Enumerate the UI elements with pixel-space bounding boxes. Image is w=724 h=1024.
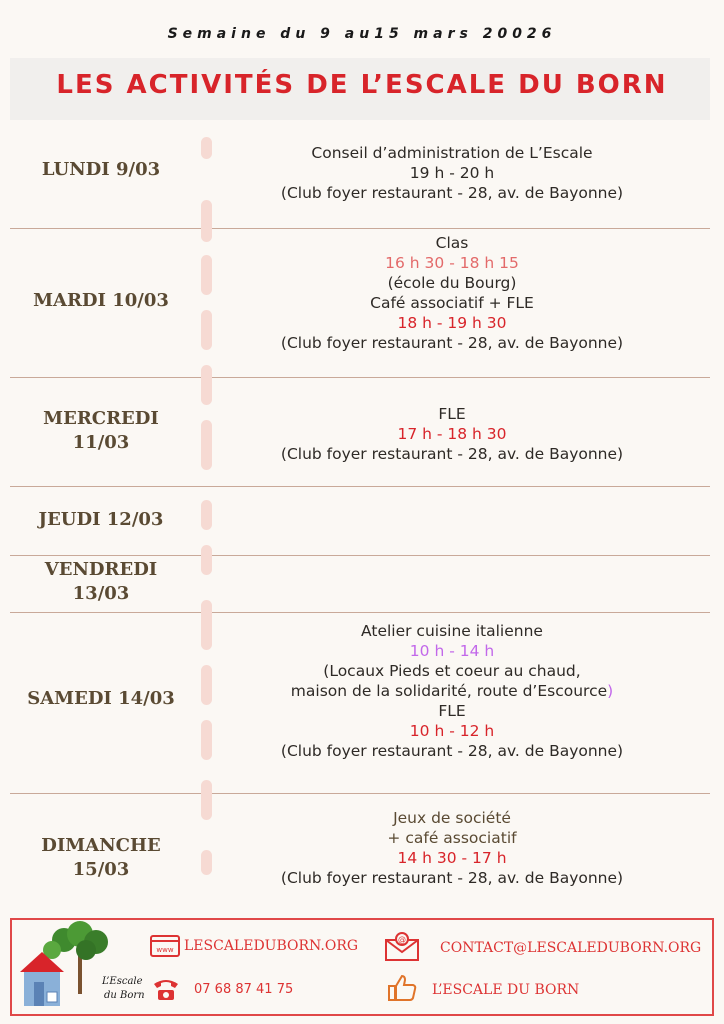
day-label: MARDI 10/03 <box>33 290 169 311</box>
day-label: MERCREDI 11/03 <box>43 408 159 453</box>
activity-location: (Club foyer restaurant - 28, av. de Bayonne) <box>280 742 624 760</box>
activity-location: (Club foyer restaurant - 28, av. de Bayonne) <box>280 869 624 887</box>
activity-time: 16 h 30 - 18 h 15 <box>385 254 519 272</box>
facebook-link[interactable]: L’ESCALE DU BORN <box>432 982 580 998</box>
svg-text:du Born: du Born <box>104 990 145 1001</box>
activity-line: FLE <box>438 405 466 423</box>
day-row-friday <box>10 556 710 612</box>
day-row-tuesday <box>10 229 710 377</box>
logo <box>14 922 145 1014</box>
day-row-monday <box>10 128 710 228</box>
activity-list <box>222 621 682 761</box>
day-row-sunday <box>10 794 710 912</box>
svg-text:www: www <box>156 946 174 954</box>
activity-line: Jeux de société <box>393 809 511 827</box>
day-row-wednesday <box>10 378 710 486</box>
activity-time: 10 h - 14 h <box>409 642 495 660</box>
day-label: LUNDI 9/03 <box>41 159 161 180</box>
activity-location: (Club foyer restaurant - 28, av. de Bayonne) <box>280 184 624 202</box>
web-icon <box>150 934 180 962</box>
activity-line: Clas <box>435 234 469 252</box>
activity-line: + café associatif <box>387 829 517 847</box>
activity-location: (Club foyer restaurant - 28, av. de Bayonne) <box>280 334 624 352</box>
activity-list <box>222 404 682 464</box>
phone-icon <box>152 978 180 1006</box>
day-label: DIMANCHE 15/03 <box>41 835 161 880</box>
activity-location: (Club foyer restaurant - 28, av. de Bayonne) <box>280 445 624 463</box>
activity-list <box>222 233 682 353</box>
day-label: SAMEDI 14/03 <box>27 688 175 709</box>
contact-footer <box>10 918 714 1016</box>
activity-list <box>222 808 682 888</box>
logo-house-tree-icon <box>14 922 145 1014</box>
activity-line: Conseil d’administration de L’Escale <box>311 144 593 162</box>
activity-time: 14 h 30 - 17 h <box>397 849 507 867</box>
activity-time: 17 h - 18 h 30 <box>397 425 507 443</box>
day-row-saturday <box>10 613 710 793</box>
svg-text:L’Escale: L’Escale <box>102 976 143 987</box>
activity-location: (école du Bourg) <box>387 274 517 292</box>
week-subtitle: Semaine du 9 au15 mars 20026 <box>167 26 557 42</box>
day-row-thursday <box>10 487 710 555</box>
day-label: VENDREDI 13/03 <box>44 559 158 604</box>
email-icon <box>384 932 420 966</box>
website-link[interactable]: LESCALEDUBORN.ORG <box>184 938 359 954</box>
day-label: JEUDI 12/03 <box>38 509 164 530</box>
activity-time: 10 h - 12 h <box>409 722 495 740</box>
activity-line: FLE <box>438 702 466 720</box>
email-link[interactable]: CONTACT@LESCALEDUBORN.ORG <box>440 940 702 956</box>
activity-list <box>222 143 682 203</box>
activity-time: 18 h - 19 h 30 <box>397 314 507 332</box>
page-title: LES ACTIVITÉS DE L’ESCALE DU BORN <box>56 70 668 100</box>
svg-text:@: @ <box>398 935 406 944</box>
activity-location: (Locaux Pieds et coeur au chaud, <box>323 662 581 680</box>
activity-line: Atelier cuisine italienne <box>361 622 543 640</box>
activity-location: maison de la solidarité, route d’Escource) <box>290 682 614 700</box>
activity-time: 19 h - 20 h <box>409 164 495 182</box>
thumbs-up-icon <box>386 972 418 1008</box>
phone-number: 07 68 87 41 75 <box>194 982 294 997</box>
activity-line: Café associatif + FLE <box>370 294 534 312</box>
